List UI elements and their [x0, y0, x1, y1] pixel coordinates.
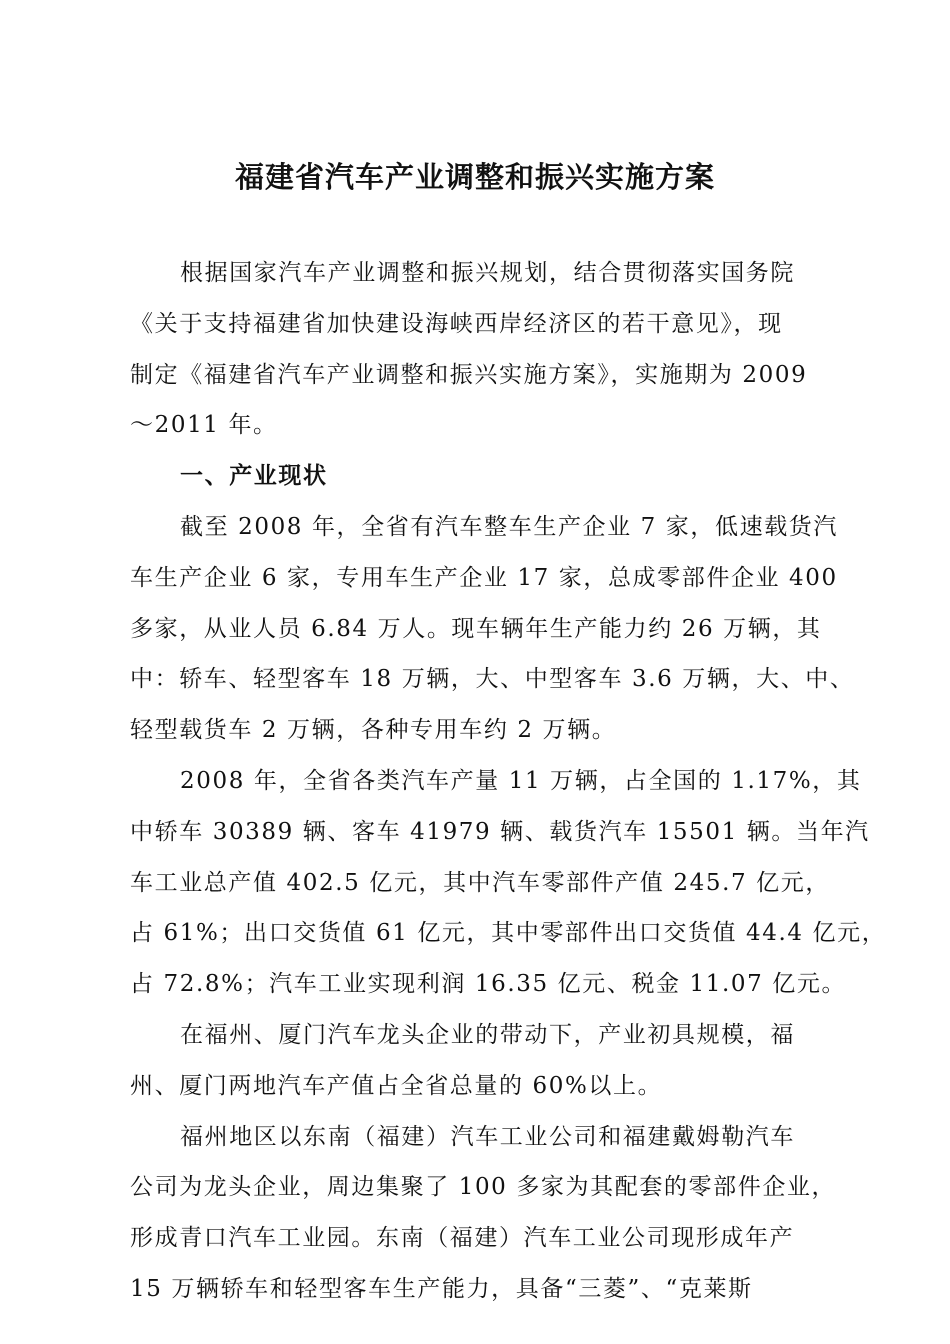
text-line: 形成青口汽车工业园。东南（福建）汽车工业公司现形成年产: [130, 1225, 795, 1252]
text-line: 《关于支持福建省加快建设海峡西岸经济区的若干意见》，现: [130, 310, 783, 337]
text-line: 2008 年，全省各类汽车产量 11 万辆，占全国的 1.17%，其: [180, 767, 862, 794]
text-line: 公司为龙头企业，周边集聚了 100 多家为其配套的零部件企业，: [130, 1174, 837, 1201]
text-line: 占 72.8%；汽车工业实现利润 16.35 亿元、税金 11.07 亿元。: [130, 971, 847, 998]
text-line: 制定《福建省汽车产业调整和振兴实施方案》，实施期为 2009: [130, 361, 808, 388]
document-title: 福建省汽车产业调整和振兴实施方案: [234, 160, 715, 194]
document-body: [130, 248, 887, 1315]
text-line: 中轿车 30389 辆、客车 41979 辆、载货汽车 15501 辆。当年汽: [130, 818, 870, 845]
text-line: 多家，从业人员 6.84 万人。现车辆年生产能力约 26 万辆，其: [130, 615, 822, 642]
text-line: 车工业总产值 402.5 亿元，其中汽车零部件产值 245.7 亿元，: [130, 869, 830, 896]
section-heading: 一、产业现状: [180, 462, 328, 490]
text-line: 中：轿车、轻型客车 18 万辆，大、中型客车 3.6 万辆，大、中、: [130, 666, 855, 693]
text-line: ～2011 年。: [130, 412, 278, 439]
text-line: 在福州、厦门汽车龙头企业的带动下，产业初具规模，福: [180, 1021, 795, 1048]
text-line: 福州地区以东南（福建）汽车工业公司和福建戴姆勒汽车: [180, 1123, 795, 1150]
text-line: 车生产企业 6 家，专用车生产企业 17 家，总成零部件企业 400: [130, 564, 838, 591]
text-line: 15 万辆轿车和轻型客车生产能力，具备“三菱”、“克莱斯: [130, 1275, 753, 1302]
text-line: 占 61%；出口交货值 61 亿元，其中零部件出口交货值 44.4 亿元，: [130, 920, 887, 947]
text-line: 州、厦门两地汽车产值占全省总量的 60%以上。: [130, 1072, 663, 1099]
text-line: 截至 2008 年，全省有汽车整车生产企业 7 家，低速载货汽: [180, 513, 839, 540]
text-line: 根据国家汽车产业调整和振兴规划，结合贯彻落实国务院: [180, 260, 795, 286]
text-line: 轻型载货车 2 万辆，各种专用车约 2 万辆。: [130, 717, 617, 744]
